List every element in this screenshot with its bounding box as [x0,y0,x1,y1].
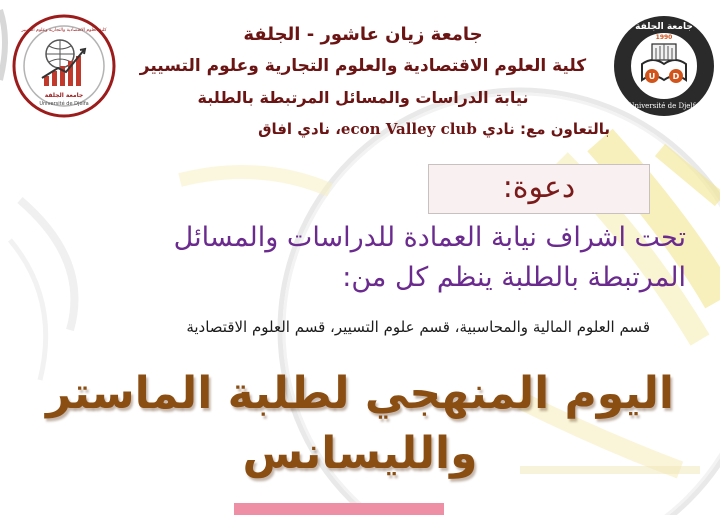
invitation-box [428,164,650,214]
pink-footer-bar [234,503,444,515]
faculty-logo-arabic: جامعة الجلفة [44,92,84,99]
university-logo-icon [612,14,716,118]
event-title-line-1: اليوم المنهجي لطلبة الماستر [46,368,674,419]
supervision-line-1: تحت اشراف نيابة العمادة للدراسات والمسائل [173,222,686,253]
cooperation-suffix: ، نادي افاق [258,120,341,138]
university-logo-arabic: جامعة الجلفة [635,22,693,32]
cooperation-line [150,120,610,138]
faculty-logo-top: كلية العلوم الاقتصادية والتجارية وعلوم التسيير [21,28,107,33]
event-title-line-2: والليسانس [242,428,478,479]
invitation-label: دعوة: [502,170,576,205]
cooperation-prefix: بالتعاون مع: نادي [482,120,610,138]
faculty-logo-icon [12,14,116,118]
university-name: جامعة زيان عاشور - الجلفة [243,24,483,45]
departments-list: قسم العلوم المالية والمحاسبية، قسم علوم التسيير، قسم العلوم الاقتصادية [186,318,650,336]
club-name-latin: econ Valley club [340,120,477,138]
faculty-logo-latin: Université de Djelfa [39,101,89,107]
svg-text:D: D [672,72,680,81]
vice-deanship: نيابة الدراسات والمسائل المرتبطة بالطلبة [197,88,529,107]
svg-text:U: U [648,72,656,81]
university-logo-latin: Université de Djelfa [628,102,700,110]
faculty-name: كلية العلوم الاقتصادية والعلوم التجارية وعلوم التسيير [139,56,587,76]
university-logo-year: 1990 [655,34,673,41]
supervision-line-2: المرتبطة بالطلبة ينظم كل من: [342,262,686,293]
